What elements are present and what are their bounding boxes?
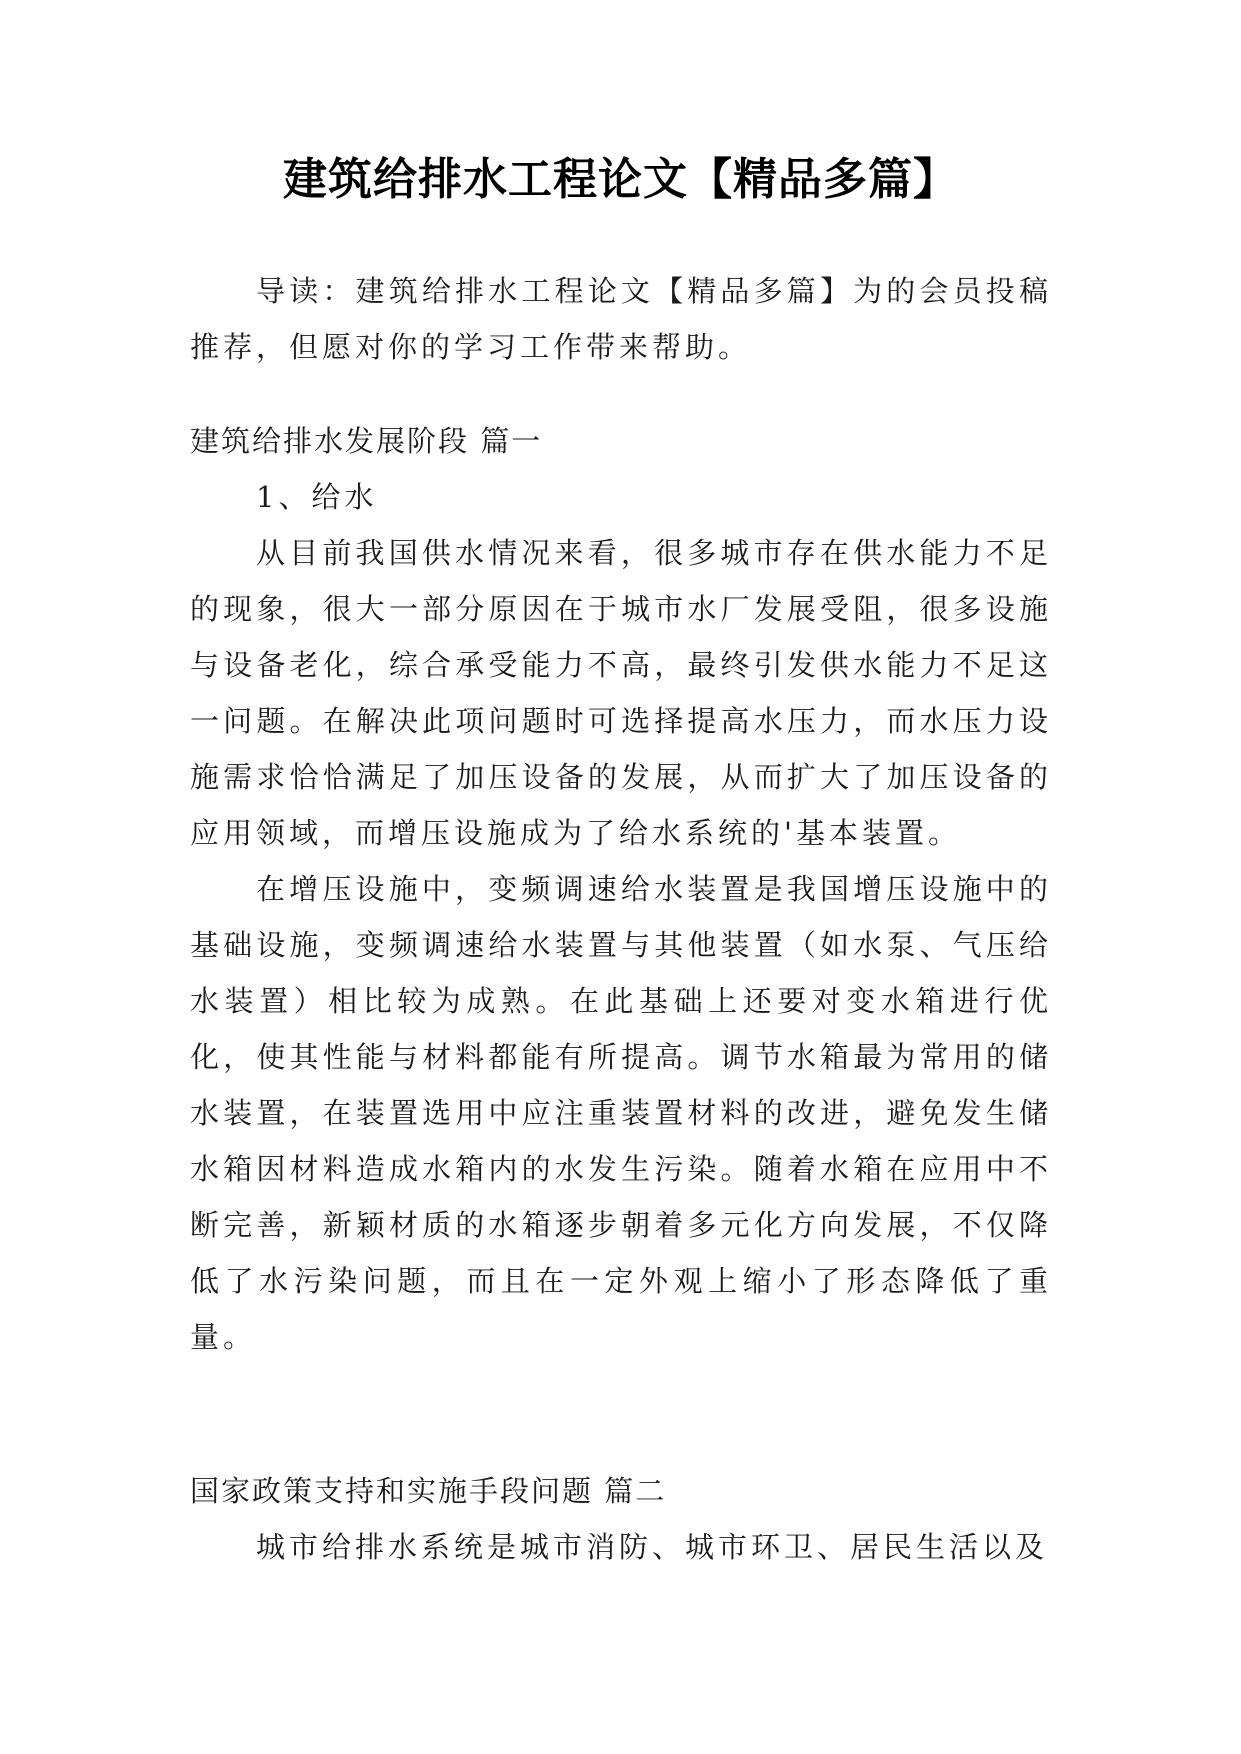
intro-paragraph: 导读：建筑给排水工程论文【精品多篇】为的会员投稿推荐，但愿对你的学习工作带来帮助。 [190,274,1052,364]
section-1 [190,413,1052,1365]
section-1-paragraph-1: 从目前我国供水情况来看，很多城市存在供水能力不足的现象，很大一部分原因在于城市水厂发展受阻，很多设施与设备老化，综合承受能力不高，最终引发供水能力不足这一问题。在解决此项问题时可选择提高水压力，而水压力设施需求恰恰满足了加压设备的发展，从而扩大了加压设备的应用领域，而增压设施成为了给水系统的'基本装置。 [190,536,1052,850]
document-title: 建筑给排水工程论文【精品多篇】 [283,154,958,205]
intro-block [190,263,1052,375]
section-1-paragraph-2: 在增压设施中，变频调速给水装置是我国增压设施中的基础设施，变频调速给水装置与其他装置（如水泵、气压给水装置）相比较为成熟。在此基础上还要对变水箱进行优化，使其性能与材料都能有所提高。调节水箱最为常用的储水装置，在装置选用中应注重装置材料的改进，避免发生储水箱因材料造成水箱内的水发生污染。随着水箱在应用中不断完善，新颖材质的水箱逐步朝着多元化方向发展，不仅降低了水污染问题，而且在一定外观上缩小了形态降低了重量。 [190,872,1052,1354]
section-2-heading: 国家政策支持和实施手段问题 篇二 [190,1474,667,1508]
section-2 [190,1463,1052,1575]
section-2-paragraph-1: 城市给排水系统是城市消防、城市环卫、居民生活以及 [256,1530,1049,1564]
section-1-heading: 建筑给排水发展阶段 篇一 [190,424,543,458]
section-1-subheading: 1、给水 [256,480,378,514]
